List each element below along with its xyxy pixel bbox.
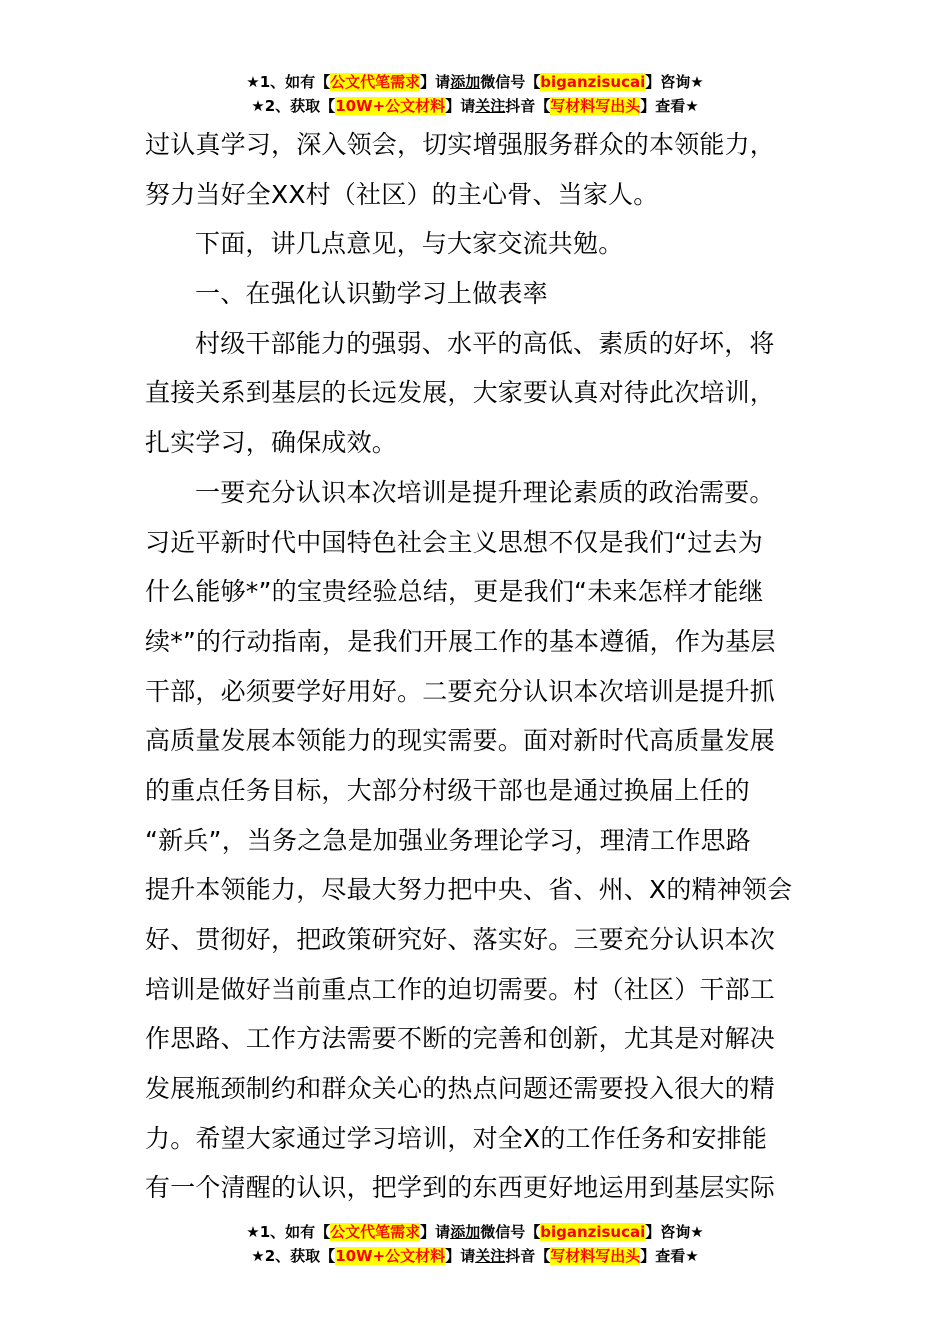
banner-text: 】咨询★: [645, 1223, 704, 1241]
body-line: 培训是做好当前重点工作的迫切需要。村（社区）干部工: [145, 974, 776, 1004]
body-line: 村级干部能力的强弱、水平的高低、素质的好坏，将: [195, 328, 775, 358]
body-line: 好、贯彻好，把政策研究好、落实好。三要充分认识本次: [145, 925, 776, 954]
highlight-wechat-id: biganzisucai: [540, 1223, 646, 1241]
body-line: 过认真学习，深入领会，切实增强服务群众的本领能力，: [145, 130, 776, 159]
banner-line-2: [0, 1244, 950, 1268]
highlight-materials: 10W+公文材料: [335, 97, 446, 115]
banner-text: 1、如有【: [259, 1223, 331, 1241]
star-icon: ★: [246, 1223, 260, 1241]
footer-banner: [0, 1220, 950, 1268]
banner-emphasis: 关注: [475, 1247, 506, 1265]
banner-text: 】咨询★: [645, 73, 704, 91]
header-banner: [0, 70, 950, 118]
body-line: 续*”的行动指南，是我们开展工作的基本遵循，作为基层: [145, 626, 776, 656]
body-line: 直接关系到基层的长远发展，大家要认真对待此次培训，: [145, 378, 776, 408]
banner-emphasis: 添加: [450, 73, 481, 91]
star-icon: ★: [251, 1247, 265, 1265]
document-body: [145, 120, 810, 1213]
body-line: 干部，必须要学好用好。二要充分认识本次培训是提升抓: [145, 676, 776, 706]
banner-line-2: [0, 94, 950, 118]
banner-text: 抖音【: [505, 97, 551, 115]
star-icon: ★: [246, 73, 260, 91]
body-line: 努力当好全XX村（社区）的主心骨、当家人。: [145, 179, 659, 209]
banner-text: 抖音【: [505, 1247, 551, 1265]
banner-text: 】请: [445, 97, 476, 115]
highlight-wechat-id: biganzisucai: [540, 73, 646, 91]
body-line: 作思路、工作方法需要不断的完善和创新，尤其是对解决: [145, 1024, 776, 1054]
body-line: 发展瓶颈制约和群众关心的热点问题还需要投入很大的精: [145, 1074, 776, 1104]
body-line: 力。希望大家通过学习培训，对全X的工作任务和安排能: [145, 1123, 768, 1153]
banner-text: 2、获取【: [264, 97, 336, 115]
banner-text: 】请: [420, 1223, 451, 1241]
body-line: 习近平新时代中国特色社会主义思想不仅是我们“过去为: [145, 527, 763, 557]
section-heading: 一、在强化认识勤学习上做表率: [195, 279, 548, 309]
banner-emphasis: 添加: [450, 1223, 481, 1241]
banner-line-1: [0, 1220, 950, 1244]
body-line: 什么能够*”的宝贵经验总结，更是我们“未来怎样才能继: [145, 577, 764, 607]
banner-text: 】查看★: [640, 1247, 699, 1265]
body-line: 有一个清醒的认识，把学到的东西更好地运用到基层实际: [145, 1173, 776, 1203]
body-line: 下面，讲几点意见，与大家交流共勉。: [195, 229, 624, 259]
body-line: 的重点任务目标，大部分村级干部也是通过换届上任的: [145, 775, 750, 805]
highlight-douyin: 写材料写出头: [550, 97, 641, 115]
banner-text: 】请: [445, 1247, 476, 1265]
banner-text: 2、获取【: [264, 1247, 336, 1265]
banner-text: 】查看★: [640, 97, 699, 115]
star-icon: ★: [251, 97, 265, 115]
banner-emphasis: 关注: [475, 97, 506, 115]
banner-text: 1、如有【: [259, 73, 331, 91]
highlight-douyin: 写材料写出头: [550, 1247, 641, 1265]
body-line: 扎实学习，确保成效。: [145, 428, 398, 458]
body-line: “新兵”，当务之急是加强业务理论学习，理清工作思路: [145, 825, 751, 855]
body-line: 高质量发展本领能力的现实需要。面对新时代高质量发展: [145, 726, 776, 756]
highlight-service: 公文代笔需求: [330, 1223, 421, 1241]
body-line: 提升本领能力，尽最大努力把中央、省、州、X的精神领会: [145, 875, 793, 905]
banner-text: 】请: [420, 73, 451, 91]
banner-text: 微信号【: [480, 1223, 541, 1241]
highlight-service: 公文代笔需求: [330, 73, 421, 91]
banner-line-1: [0, 70, 950, 94]
body-line: 一要充分认识本次培训是提升理论素质的政治需要。: [195, 477, 775, 507]
banner-text: 微信号【: [480, 73, 541, 91]
highlight-materials: 10W+公文材料: [335, 1247, 446, 1265]
